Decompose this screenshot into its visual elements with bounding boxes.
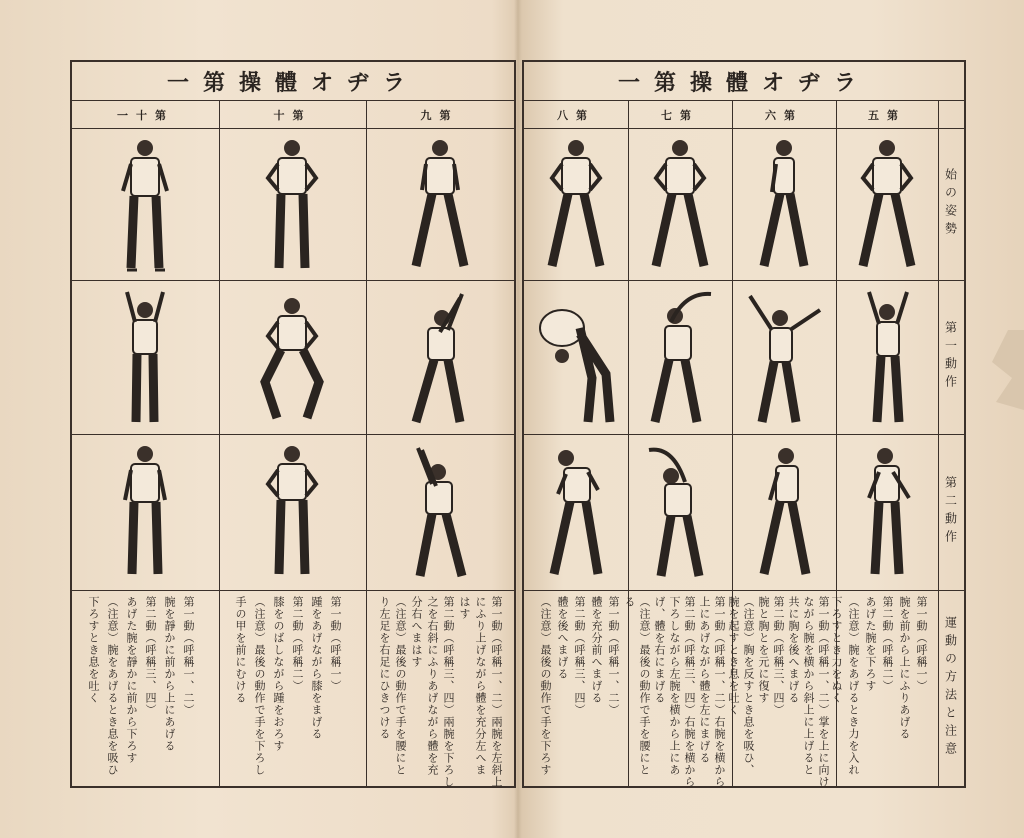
exercise-figure-standing-side (754, 136, 814, 276)
note-line: 第一動（呼稱一） (329, 596, 342, 692)
note-line: ながら腕を横から斜上に上げると (802, 596, 815, 776)
column-header-7: 七第 (661, 109, 699, 122)
exercise-figure-hands-on-hips (262, 136, 322, 276)
column-header-10: 十第 (273, 109, 312, 122)
note-line: （注意）腕をあげるとき力を入れ (847, 596, 860, 776)
note-line: 共に胸を後へまげる (787, 596, 800, 704)
exercise-figure-arms-up (115, 288, 175, 428)
row-divider (72, 128, 514, 129)
note-line: 第二動（呼稱三、四） (573, 596, 586, 716)
note-line: 踵をあげながら膝をまげる (310, 596, 323, 740)
column-header-9: 九第 (420, 109, 459, 122)
exercise-note (219, 596, 366, 782)
exercise-note (727, 596, 836, 788)
exercise-figure-standing-side (754, 442, 814, 582)
row-label-second-motion: 第二動作 (943, 476, 958, 548)
exercise-note (623, 596, 732, 788)
note-line: り左足を右足にひきつける (378, 596, 391, 740)
note-line: 第一動（呼稱一、二）兩腕を左斜上 (490, 596, 503, 788)
note-line: 體を充分前へまげる (590, 596, 603, 704)
note-line: 之を右斜にふりあげながら體を充 (426, 596, 439, 776)
column-header-11: 一十第 (117, 109, 174, 122)
note-line: る (623, 596, 636, 608)
note-line: 第一動（呼稱一、二） (182, 596, 195, 716)
note-line: 腕を前から上にふりあげる (898, 596, 911, 740)
exercise-figure-twist-arms-up (410, 442, 470, 582)
left-page-panel (70, 60, 516, 788)
note-line: （注意）最後の動作で手を下ろし (253, 596, 266, 776)
column-header-5: 五第 (868, 109, 906, 122)
exercise-figure-hands-on-hips (857, 136, 917, 276)
exercise-note (524, 596, 628, 782)
row-divider (524, 280, 964, 281)
exercise-figure-standing (115, 442, 175, 582)
exercise-figure-standing (410, 136, 470, 276)
note-line: 第二動（呼稱三、四）右腕を横から (683, 596, 696, 788)
exercise-figure-side-bend (645, 288, 715, 428)
note-line: 體を後へまげる (556, 596, 569, 680)
note-line: 膝をのばしながら踵をおろす (272, 596, 285, 752)
exercise-figure-arms-up (857, 288, 917, 428)
note-line: げ、體を右にまげる (653, 596, 666, 704)
row-divider (72, 434, 514, 435)
row-divider (72, 590, 514, 591)
right-page-title: 一第操體オヂラ (524, 62, 964, 101)
exercise-figure-knee-bend (257, 292, 327, 428)
note-line: 腕を靜かに前から上にあげる (163, 596, 176, 752)
exercise-figure-standing (115, 136, 175, 276)
exercise-note (830, 596, 938, 782)
row-divider (72, 280, 514, 281)
note-line: 分右へまはす (410, 596, 423, 668)
note-line: 第一動（呼稱一、二） (607, 596, 620, 716)
note-line: あげた腕を下ろす (864, 596, 877, 692)
row-divider (524, 128, 964, 129)
note-line: （注意）最後の動作で手を腰にと (394, 596, 407, 776)
right-page-panel (522, 60, 966, 788)
note-line: 第一動（呼稱一） (915, 596, 928, 692)
row-divider (524, 434, 964, 435)
exercise-figure-backward-bend (546, 444, 606, 584)
note-line: 第一動（呼稱一、二）右腕を横から (713, 596, 726, 788)
row-label-first-motion: 第一動作 (943, 321, 958, 393)
note-line: 第二動（呼稱三、四） (144, 596, 157, 716)
exercise-figure-twist-arms-up (410, 288, 470, 428)
note-line: （注意）腕をあげるとき息を吸ひ (106, 596, 119, 776)
exercise-figure-arms-forward (857, 442, 917, 582)
exercise-figure-hands-on-hips (650, 136, 710, 276)
note-line: （注意）最後の動作で手を腰にと (638, 596, 651, 776)
note-line: 第二動（呼稱三、四） (772, 596, 785, 716)
row-label-method: 運動の方法と注意 (943, 616, 958, 760)
exercise-note (366, 596, 513, 788)
row-label-start-posture: 始の姿勢 (943, 168, 958, 240)
note-line: 下ろすとき力をぬく (830, 596, 843, 704)
note-line: はす (458, 596, 471, 620)
note-line: 腕を起すとき息を吐く (727, 596, 740, 716)
note-line: 第二動（呼稱三、四）兩腕を下ろし (442, 596, 455, 788)
exercise-figure-side-bend (645, 442, 715, 582)
note-line: 腕と胸とを元に復す (757, 596, 770, 704)
note-line: 第二動（呼稱二） (291, 596, 304, 692)
left-page-title: 一第操體オヂラ (72, 62, 514, 101)
note-line: 手の甲を前にむける (234, 596, 247, 704)
exercise-figure-hands-on-hips (262, 442, 322, 582)
note-line: （注意）胸を反すとき息を吸ひ、 (742, 596, 755, 776)
note-line: 第一動（呼稱一、二）掌を上に向け (817, 596, 830, 788)
row-divider (524, 590, 964, 591)
note-line: （注意）最後の動作で手を下ろす (539, 596, 552, 776)
exercise-figure-hands-on-hips (546, 136, 606, 276)
note-line: にふり上げながら體を充分左へま (474, 596, 487, 776)
note-line: 下ろすとき息を吐く (87, 596, 100, 704)
note-line: 上にあげながら體を左にまげる (698, 596, 711, 764)
column-header-8: 八第 (557, 109, 595, 122)
note-line: 第二動（呼稱二） (881, 596, 894, 692)
exercise-note (72, 596, 219, 782)
exercise-figure-chest-expand (744, 288, 824, 428)
note-line: 下ろしながら左腕を横から上にあ (668, 596, 681, 776)
column-header-6: 六第 (765, 109, 803, 122)
note-line: あげた腕を靜かに前から下ろす (125, 596, 138, 764)
exercise-figure-forward-bend (536, 298, 616, 428)
